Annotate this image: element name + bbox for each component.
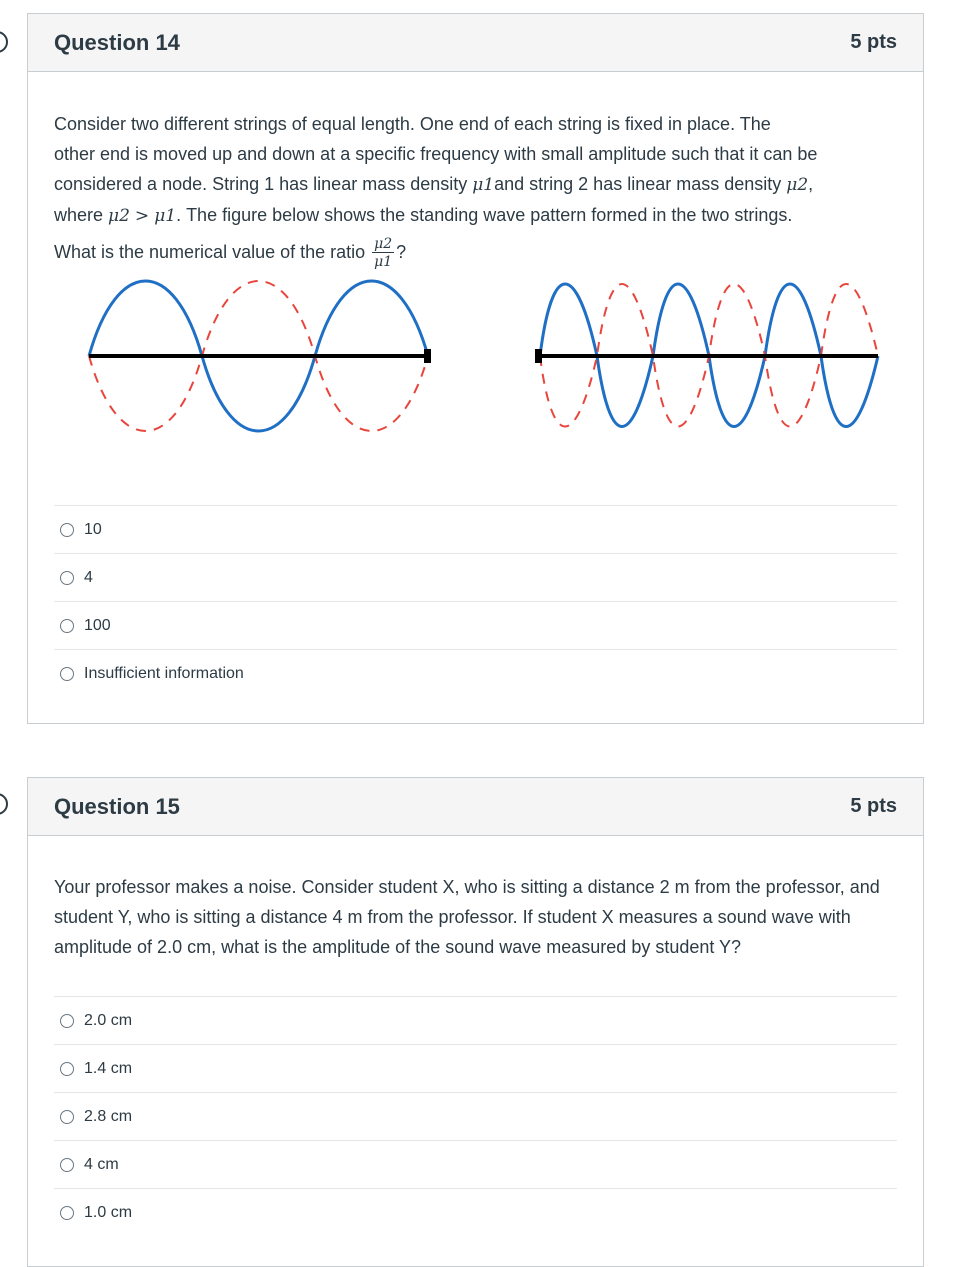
radio-button-icon[interactable] bbox=[60, 571, 74, 585]
answer-label: 4 bbox=[84, 568, 93, 586]
radio-button-icon[interactable] bbox=[60, 523, 74, 537]
radio-button-icon[interactable] bbox=[60, 619, 74, 633]
mu2-symbol: μ2 bbox=[108, 206, 130, 226]
string-1-diagram bbox=[89, 281, 431, 431]
question-line: other end is moved up and down at a specific frequency with small amplitude such that it can be bbox=[54, 144, 818, 164]
standing-wave-figure bbox=[28, 269, 923, 489]
string-2-diagram bbox=[535, 284, 878, 427]
answer-label: 100 bbox=[84, 616, 111, 634]
answer-label: 1.0 cm bbox=[84, 1203, 133, 1221]
radio-button-icon[interactable] bbox=[60, 1062, 74, 1076]
answer-option[interactable] bbox=[54, 601, 897, 649]
ratio-fraction: $\frac{\mu 2}{\mu 1}$ bbox=[374, 236, 393, 271]
answer-label: 10 bbox=[84, 520, 102, 538]
answer-label: Insufficient information bbox=[84, 664, 244, 682]
radio-button-icon[interactable] bbox=[60, 1206, 74, 1220]
answer-list bbox=[28, 996, 923, 1236]
question-points: 5 pts bbox=[850, 31, 897, 53]
question-points: 5 pts bbox=[850, 795, 897, 817]
string-2-fixed-end bbox=[535, 349, 542, 363]
radio-button-icon[interactable] bbox=[60, 1110, 74, 1124]
question-paragraph: Your professor makes a noise. Consider student X, who is sitting a distance 2 m from the professor, and student Y, who is sitting a distance 4 m from the professor. If student X measures a sound wave with amplitude of 2.0 cm, what is the amplitude of the sound wave measured by student Y? bbox=[54, 877, 880, 957]
answer-option[interactable] bbox=[54, 1140, 897, 1188]
answer-option[interactable] bbox=[54, 1092, 897, 1140]
radio-button-icon[interactable] bbox=[60, 1014, 74, 1028]
answer-label: 2.8 cm bbox=[84, 1107, 133, 1125]
answer-option[interactable] bbox=[54, 1188, 897, 1236]
answer-label: 1.4 cm bbox=[84, 1059, 133, 1077]
question-line: where μ2 > μ1. The figure below shows the standing wave pattern formed in the two strings. bbox=[54, 205, 793, 226]
flag-question-14-icon[interactable] bbox=[0, 31, 8, 53]
answer-option[interactable] bbox=[54, 649, 897, 697]
mu1-symbol: μ1 bbox=[154, 206, 177, 226]
mu2-symbol: μ2 bbox=[786, 175, 809, 195]
radio-button-icon[interactable] bbox=[60, 667, 74, 681]
question-text bbox=[28, 836, 923, 962]
question-14 bbox=[27, 13, 924, 724]
question-line: Consider two different strings of equal length. One end of each string is fixed in place. The bbox=[54, 114, 771, 134]
answer-option[interactable] bbox=[54, 553, 897, 601]
answer-option[interactable] bbox=[54, 505, 897, 553]
question-text bbox=[28, 72, 923, 269]
question-15 bbox=[27, 777, 924, 1267]
question-header bbox=[28, 778, 923, 836]
mu1-symbol: μ1 bbox=[472, 175, 495, 195]
question-header bbox=[28, 14, 923, 72]
answer-list bbox=[28, 505, 923, 697]
standing-wave-svg bbox=[28, 269, 925, 489]
radio-button-icon[interactable] bbox=[60, 1158, 74, 1172]
question-title: Question 15 bbox=[54, 793, 180, 819]
answer-label: 2.0 cm bbox=[84, 1011, 133, 1029]
flag-question-15-icon[interactable] bbox=[0, 793, 8, 815]
question-title: Question 14 bbox=[54, 29, 180, 55]
question-line: considered a node. String 1 has linear mass density μ1and string 2 has linear mass density μ2, bbox=[54, 174, 814, 195]
answer-option[interactable] bbox=[54, 996, 897, 1044]
question-line: What is the numerical value of the ratio $\frac{\mu 2}{\mu 1}$ ? bbox=[54, 236, 407, 271]
string-1-fixed-end bbox=[424, 349, 431, 363]
answer-label: 4 cm bbox=[84, 1155, 119, 1173]
answer-option[interactable] bbox=[54, 1044, 897, 1092]
